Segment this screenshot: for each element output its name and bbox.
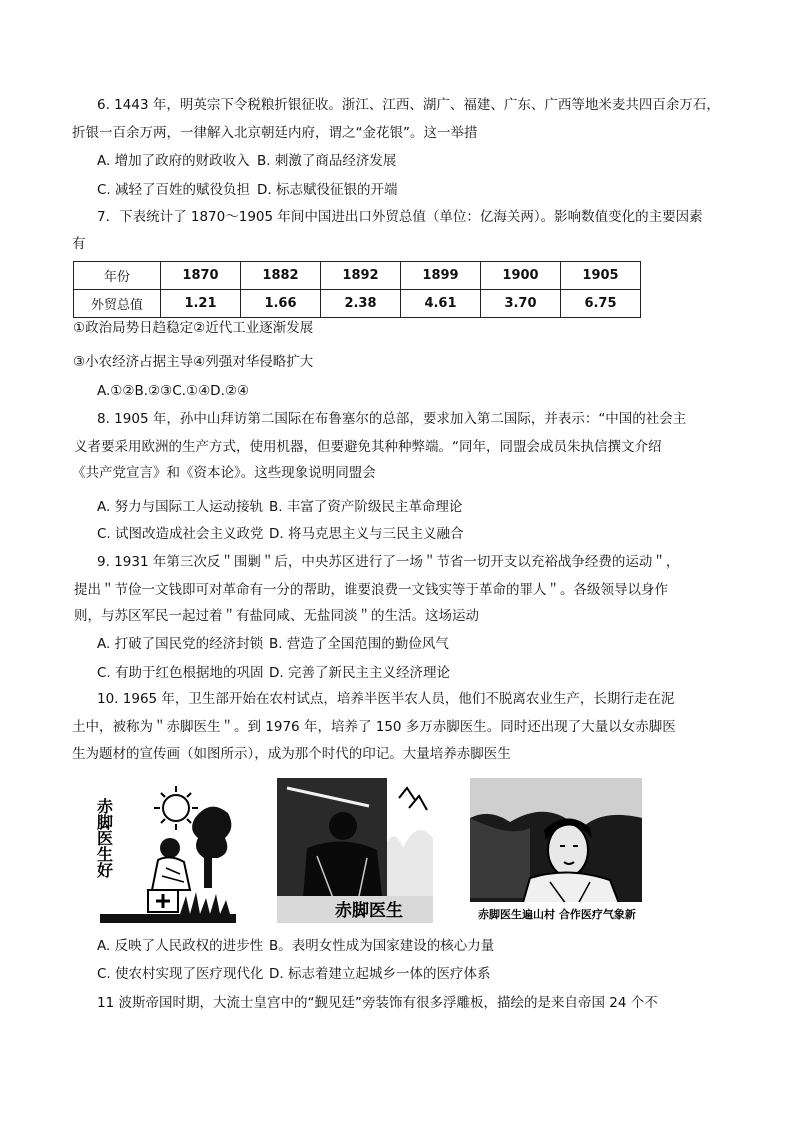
- poster-image-2: [277, 778, 433, 923]
- trade-value-table: [73, 261, 641, 318]
- table-cell-value: 6.75: [561, 290, 641, 318]
- poster-image-3: [470, 778, 642, 923]
- q9-option-a: A. 打破了国民党的经济封锁: [97, 636, 264, 652]
- table-cell-year: 1900: [481, 262, 561, 290]
- q9-stem-line1: 9. 1931 年第三次反＂围剿＂后，中央苏区进行了一场＂节省一切开支以充裕战争经费的运动＂，: [97, 554, 680, 570]
- table-cell-value: 2.38: [321, 290, 401, 318]
- q6-stem-line2: 折银一百余万两，一律解入北京朝廷内府，谓之“金花银”。这一举措: [72, 125, 478, 141]
- table-header-value: 外贸总值: [74, 290, 161, 318]
- q10-stem-line1: 10. 1965 年，卫生部开始在农村试点，培养半医半农人员，他们不脱离农业生产，长期行走在泥: [97, 691, 675, 707]
- table-header-year: 年份: [74, 262, 161, 290]
- q9-stem-line3: 则，与苏区军民一起过着＂有盐同咸、无盐同淡＂的生活。这场运动: [74, 608, 479, 624]
- poster-image-1: [94, 778, 236, 923]
- q11-stem-line1: 11 波斯帝国时期，大流士皇宫中的“觐见廷”旁装饰有很多浮雕板，描绘的是来自帝国 24 个不: [97, 995, 658, 1011]
- q7-items-line2: ③小农经济占据主导④列强对华侵略扩大: [73, 354, 314, 370]
- q8-option-c: C. 试图改造成社会主义政党: [97, 526, 264, 542]
- q9-option-d: D. 完善了新民主主义经济理论: [269, 665, 450, 681]
- q8-option-a: A. 努力与国际工人运动接轨: [97, 499, 264, 515]
- q9-option-b: B. 营造了全国范围的勤俭风气: [269, 636, 449, 652]
- q6-option-c: C. 减轻了百姓的赋役负担: [97, 182, 251, 198]
- q10-option-a: A. 反映了人民政权的进步性: [97, 938, 264, 954]
- q6-stem-line1: 6. 1443 年，明英宗下令税粮折银征收。浙江、江西、湖广、福建、广东、广西等地米麦共四百余万石，: [97, 97, 720, 113]
- table-cell-value: 1.21: [161, 290, 241, 318]
- q7-options: A.①②B.②③C.①④D.②④: [97, 383, 250, 399]
- q6-option-d: D. 标志赋役征银的开端: [257, 182, 398, 198]
- table-cell-value: 4.61: [401, 290, 481, 318]
- q10-stem-line3: 生为题材的宣传画（如图所示），成为那个时代的印记。大量培养赤脚医生: [72, 746, 511, 762]
- poster-1-text: 赤脚医生好: [94, 798, 114, 878]
- q7-stem-line1: 7．下表统计了 1870～1905 年间中国进出口外贸总值（单位：亿海关两）。影响数值变化的主要因素: [97, 209, 703, 225]
- q10-stem-line2: 土中，被称为＂赤脚医生＂。到 1976 年，培养了 150 多万赤脚医生。同时还出现了大量以女赤脚医: [72, 719, 676, 735]
- q10-option-b: B。表明女性成为国家建设的核心力量: [269, 938, 495, 954]
- table-cell-year: 1899: [401, 262, 481, 290]
- q9-option-c: C. 有助于红色根据地的巩固: [97, 665, 264, 681]
- q7-stem-line2: 有: [72, 236, 86, 252]
- table-row: [74, 262, 641, 290]
- table-cell-year: 1892: [321, 262, 401, 290]
- poster-2-text: 赤脚医生: [335, 901, 403, 921]
- q8-stem-line3: 《共产党宣言》和《资本论》。这些现象说明同盟会: [72, 465, 376, 481]
- q8-stem-line1: 8. 1905 年，孙中山拜访第二国际在布鲁塞尔的总部，要求加入第二国际，并表示：“中国的社会主: [97, 411, 687, 427]
- table-cell-year: 1870: [161, 262, 241, 290]
- table-cell-year: 1882: [241, 262, 321, 290]
- q8-option-b: B. 丰富了资产阶级民主革命理论: [269, 499, 463, 515]
- q9-stem-line2: 提出＂节俭一文钱即可对革命有一分的帮助，谁要浪费一文钱实等于革命的罪人＂。各级领导以身作: [74, 582, 668, 598]
- q6-option-a: A. 增加了政府的财政收入: [97, 153, 250, 169]
- table-cell-value: 1.66: [241, 290, 321, 318]
- q10-option-c: C. 使农村实现了医疗现代化: [97, 966, 264, 982]
- poster-3-caption: 赤脚医生遍山村 合作医疗气象新: [478, 908, 636, 921]
- q8-stem-line2: 义者要采用欧洲的生产方式，使用机器，但要避免其种种弊端。“同年，同盟会成员朱执信撰文介绍: [74, 439, 662, 455]
- table-cell-value: 3.70: [481, 290, 561, 318]
- q10-option-d: D. 标志着建立起城乡一体的医疗体系: [269, 966, 491, 982]
- q8-option-d: D. 将马克思主义与三民主义融合: [269, 526, 464, 542]
- q6-option-b: B. 刺激了商品经济发展: [257, 153, 397, 169]
- q7-items-line1: ①政治局势日趋稳定②近代工业逐渐发展: [73, 320, 314, 336]
- table-row: [74, 290, 641, 318]
- table-cell-year: 1905: [561, 262, 641, 290]
